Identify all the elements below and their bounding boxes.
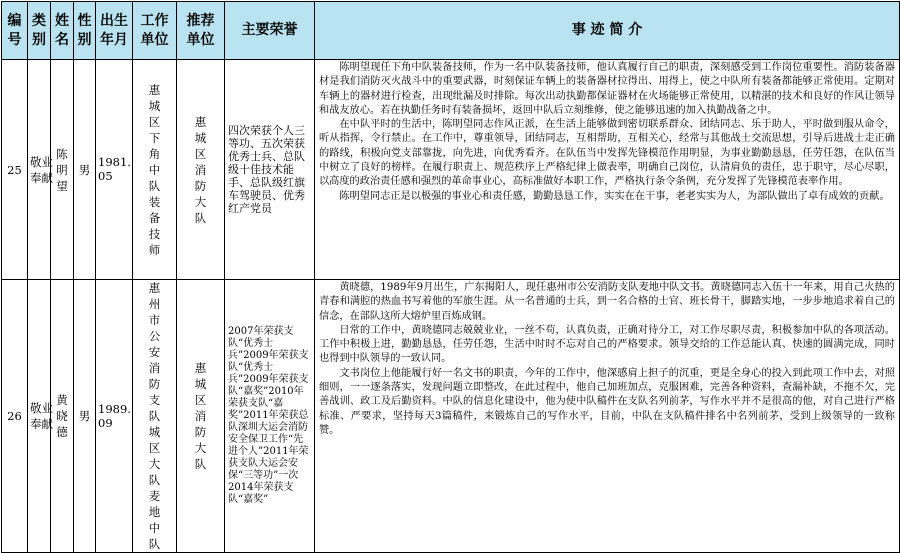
header-unit: 工作单位 xyxy=(133,2,177,60)
deeds-paragraph: 黄晓德，1989年9月出生，广东揭阳人，现任惠州市公安消防支队麦地中队文书。黄晓德同志入伍十一年来，用自己火热的青春和满腔的热血书写着他的军旅生涯。从一名普通的士兵，到一名合格的士官、班长骨干，脚踏实地，一步步地追求着自己的信念，在部队这所大熔炉里百炼成钢。 xyxy=(319,282,895,322)
cell-name: 黄晓德 xyxy=(51,280,74,553)
cell-category: 敬业奉献 xyxy=(28,280,51,553)
cell-category: 敬业奉献 xyxy=(28,60,51,280)
header-recommend: 推荐单位 xyxy=(177,2,225,60)
deeds-paragraph: 文书岗位上他能履行好一名文书的职责，今年的工作中，他深感肩上担子的沉重，更是全身心的投入到此项工作中去，对照细则，一一逐条落实，发现问题立即整改，在此过程中，他自己加班加点，克服困难，完善各种资料，查漏补缺，不拖不欠，完善战训、政工及后勤资料。中队的信息化建设中，他为使中队稿件在支队名列前茅，写作水平并不是很高的他，对自己进行严格标准、严要求，坚持每天3篇稿件，来锻炼自己的写作水平，目前，中队在支队稿件排名中名列前茅，受到上级领导的一致称赞。 xyxy=(319,367,895,436)
deeds-paragraph: 陈明望同志正是以极强的事业心和责任感，勤勤恳恳工作，实实在在干事，老老实实为人，为部队做出了卓有成效的贡献。 xyxy=(339,190,890,202)
cell-recommend: 惠城区消防大队 xyxy=(177,280,225,553)
cell-birth: 1981.05 xyxy=(96,60,133,280)
header-category: 类别 xyxy=(28,2,51,60)
table-row xyxy=(2,280,900,553)
cell-honors: 四次荣获个人三等功、五次荣获优秀士兵、总队级十佳技术能手、总队级红旗车驾驶员、优秀红产党员 xyxy=(225,60,315,280)
cell-name: 陈明望 xyxy=(51,60,74,280)
honor-roll-table xyxy=(1,1,900,553)
header-no: 编号 xyxy=(2,2,28,60)
cell-unit: 惠城区下角中队装备技师 xyxy=(133,60,177,280)
cell-honors: 2007年荣获支队“优秀士兵”2009年荣获支队“优秀士兵”2009年荣获支队“嘉奖”2010年荣获支队“嘉奖”2011年荣获总队深圳大运会消防安全保卫工作“先进个人”2011年荣获支队大运会安保“三等功”一次2014年荣获支队“嘉奖” xyxy=(225,280,315,553)
cell-no: 26 xyxy=(2,280,28,553)
deeds-paragraph: 日常的工作中，黄晓德同志兢兢业业，一丝不苟，认真负责，正确对待分工，对工作尽职尽责，积极参加中队的各项活动。工作中积极上进，勤勤恳恳，任劳任怨，生活中时时不忘对自己的严格要求。领导交给的工作总能认真、快速的圆满完成，同时也得到中队领导的一致认同。 xyxy=(319,324,895,365)
cell-deeds xyxy=(315,60,900,280)
cell-unit: 惠州市公安消防支队城区大队麦地中队 xyxy=(133,280,177,553)
header-birth: 出生年月 xyxy=(96,2,133,60)
cell-recommend: 惠城区消防大队 xyxy=(177,60,225,280)
header-honors: 主要荣誉 xyxy=(225,2,315,60)
header-row xyxy=(2,2,900,60)
deeds-paragraph: 陈明望现任下角中队装备技师，作为一名中队装备技师，他认真履行自己的职责，深刻感受到工作岗位重要性。消防装备器材是我们消防灭火战斗中的重要武器，时刻保证车辆上的装备器材拉得出、用得上，使之中队所有装备都能够正常使用。定期对车辆上的器材进行检查，出现纰漏及时排除。每次出动执勤都保证器材在火场能够正常使用，以精湛的技术和良好的作风让领导和战友放心。若在执勤任务时有装备损坏，返回中队后立刻维修，使之能够迅速的加入执勤战备之中。 xyxy=(319,62,895,116)
cell-birth: 1989.09 xyxy=(96,280,133,553)
cell-deeds xyxy=(315,280,900,553)
deeds-paragraph: 在中队平时的生活中，陈明望同志作风正派，在生活上能够做到密切联系群众、团结同志、乐于助人，平时做到服从命令，听从指挥，令行禁止。在工作中，尊重领导，团结同志，互相帮助，互相关心，经常与其他战士交流思想，引导后进战士走正确的路线，积极向党支部靠拢，向先进，向优秀看齐。在队伍当中发挥先锋模范作用明显，为事业勤勤恳恳，任劳任怨，在队伍当中树立了良好的榜样。在履行职责上、规范秩序上严格纪律上做表率，明确自己岗位，认清肩负的责任，忠于职守，尽心尽职，以高度的政治责任感和强烈的革命事业心，高标准做好本职工作，严格执行条令条例，充分发挥了先锋模范表率作用。 xyxy=(319,119,895,188)
cell-gender: 男 xyxy=(74,280,96,553)
table-row xyxy=(2,60,900,280)
header-name: 姓名 xyxy=(51,2,74,60)
cell-gender: 男 xyxy=(74,60,96,280)
header-deeds: 事 迹 简 介 xyxy=(315,2,900,60)
cell-no: 25 xyxy=(2,60,28,280)
header-gender: 性别 xyxy=(74,2,96,60)
